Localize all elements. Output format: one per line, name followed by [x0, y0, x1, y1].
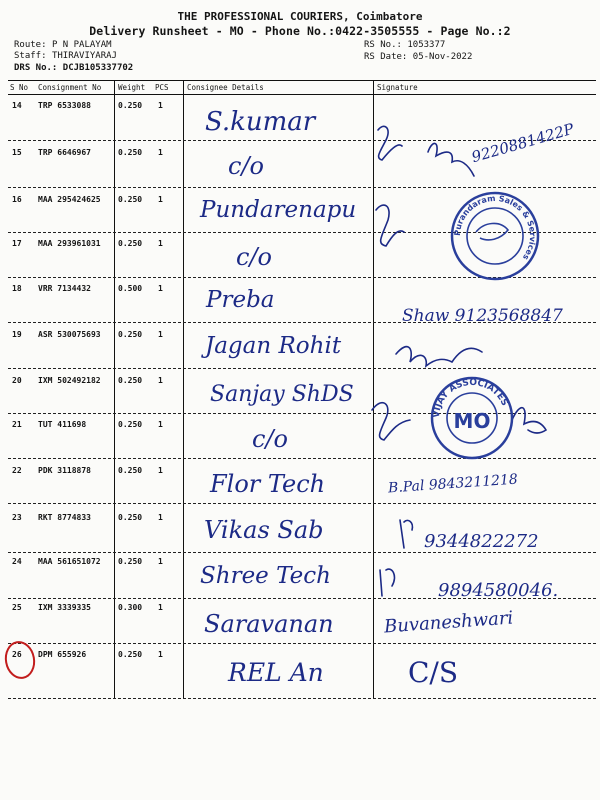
row-divider [8, 643, 596, 644]
weight-cell: 0.250 [118, 557, 143, 566]
consignment-cell: MAA 293961031 [38, 239, 101, 248]
consignment-cell: VRR 7134432 [38, 284, 91, 293]
drs-line [14, 63, 133, 73]
weight-cell: 0.250 [118, 650, 143, 659]
rs-no-value: 1053377 [407, 40, 446, 50]
handwriting-consignee: Shree Tech [200, 563, 331, 589]
handwriting-consignee: c/o [228, 152, 264, 180]
pcs-cell: 1 [158, 330, 163, 339]
weight-cell: 0.250 [118, 195, 143, 204]
sno-cell: 24 [12, 557, 22, 566]
sno-cell: 16 [12, 195, 22, 204]
row-divider [8, 552, 596, 553]
signature-scribbles [372, 126, 546, 596]
consignment-cell: ASR 530075693 [38, 330, 101, 339]
stamp-center-text: MO [453, 409, 491, 433]
col-divider-weight [114, 81, 115, 699]
handwriting-consignee: Pundarenapu [200, 197, 357, 223]
stamp-vijay-associates [432, 378, 512, 458]
row-divider [8, 232, 596, 233]
consignment-cell: RKT 8774833 [38, 513, 91, 522]
col-divider-consignee [183, 81, 184, 699]
red-circle-mark [3, 640, 37, 680]
stamp-ring-text: Purandaram Sales & Services [452, 193, 538, 262]
consignment-cell: TUT 411698 [38, 420, 87, 429]
handwriting-consignee: Jagan Rohit [205, 333, 342, 359]
sno-cell: 23 [12, 513, 22, 522]
handwriting-signature: 9894580046. [438, 580, 559, 601]
sno-cell: 14 [12, 101, 22, 110]
rs-no-label: RS No.: [364, 40, 402, 50]
col-header-weight: Weight [118, 83, 146, 92]
signature-scribble [428, 143, 474, 176]
sno-cell: 17 [12, 239, 22, 248]
drs-label: DRS No.: [14, 63, 58, 73]
rs-no-line [364, 40, 445, 50]
signature-scribble [512, 408, 546, 433]
row-divider [8, 698, 596, 699]
handwriting-signature: B.Pal 9843211218 [387, 471, 519, 497]
signature-scribble [400, 520, 412, 548]
weight-cell: 0.250 [118, 513, 143, 522]
col-divider-signature [373, 81, 374, 699]
handwriting-consignee: c/o [252, 425, 288, 453]
company-title: THE PROFESSIONAL COURIERS, Coimbatore [177, 10, 423, 23]
weight-cell: 0.250 [118, 466, 143, 475]
col-header-consignment: Consignment No [38, 83, 102, 92]
stamp-purandaram [452, 193, 538, 279]
sno-cell: 22 [12, 466, 22, 475]
col-header-pcs: PCS [155, 83, 169, 92]
handwriting-consignee: Sanjay ShDS [210, 382, 354, 407]
weight-cell: 0.300 [118, 603, 143, 612]
consignment-cell: TRP 6646967 [38, 148, 91, 157]
col-header-sno: S No [10, 83, 29, 92]
pcs-cell: 1 [158, 466, 163, 475]
rs-date-value: 05-Nov-2022 [412, 52, 473, 62]
handwriting-consignee: Saravanan [204, 610, 334, 638]
route-line [14, 40, 112, 50]
handwriting-consignee: Vikas Sab [204, 516, 324, 544]
row-divider [8, 458, 596, 459]
sno-cell: 20 [12, 376, 22, 385]
table-top-rule [8, 80, 596, 81]
pcs-cell: 1 [158, 284, 163, 293]
rs-date-label: RS Date: [364, 52, 408, 62]
pcs-cell: 1 [158, 195, 163, 204]
handwriting-consignee: c/o [236, 243, 272, 271]
handwriting-signature: Buvaneshwari [383, 607, 514, 638]
stamp-ring-text: VIJAY ASSOCIATES [431, 377, 510, 419]
row-divider [8, 187, 596, 188]
staff-line [14, 51, 117, 61]
pcs-cell: 1 [158, 650, 163, 659]
row-divider [8, 503, 596, 504]
sno-cell: 18 [12, 284, 22, 293]
row-divider [8, 413, 596, 414]
stamp-inner-ring [467, 208, 523, 264]
handwriting-signature: 9344822272 [424, 531, 539, 552]
sno-cell: 25 [12, 603, 22, 612]
pcs-cell: 1 [158, 513, 163, 522]
row-divider [8, 277, 596, 278]
sno-cell: 19 [12, 330, 22, 339]
pcs-cell: 1 [158, 239, 163, 248]
handwriting-consignee: REL An [228, 658, 324, 687]
header-bottom-rule [8, 94, 596, 95]
handwriting-signature: Shaw 9123568847 [402, 306, 563, 326]
signature-scribble [378, 126, 402, 160]
runsheet-title: Delivery Runsheet - MO - Phone No.:0422-3505555 - Page No.:2 [89, 24, 511, 38]
weight-cell: 0.250 [118, 330, 143, 339]
handwriting-consignee: Flor Tech [210, 470, 326, 498]
handwriting-signature: C/S [408, 656, 459, 689]
signature-scribble [380, 569, 394, 596]
signature-scribble [376, 205, 404, 246]
col-header-signature: Signature [377, 83, 418, 92]
consignment-cell: MAA 561651072 [38, 557, 101, 566]
sno-cell: 26 [12, 650, 22, 659]
consignment-cell: DPM 655926 [38, 650, 87, 659]
staff-label: Staff: [14, 51, 47, 61]
weight-cell: 0.250 [118, 239, 143, 248]
weight-cell: 0.250 [118, 148, 143, 157]
weight-cell: 0.250 [118, 101, 143, 110]
stamp-inner-ring [447, 393, 497, 443]
pcs-cell: 1 [158, 603, 163, 612]
rs-date-line [364, 52, 472, 62]
consignment-cell: TRP 6533088 [38, 101, 91, 110]
route-label: Route: [14, 40, 47, 50]
col-header-consignee: Consignee Details [187, 83, 264, 92]
staff-value: THIRAVIYARAJ [51, 51, 117, 61]
consignment-cell: MAA 295424625 [38, 195, 101, 204]
stamp-outer-ring [452, 193, 538, 279]
pcs-cell: 1 [158, 557, 163, 566]
stamp-outer-ring [432, 378, 512, 458]
pcs-cell: 1 [158, 101, 163, 110]
pcs-cell: 1 [158, 376, 163, 385]
consignment-cell: PDK 3118878 [38, 466, 91, 475]
signature-scribble [396, 347, 482, 366]
handwriting-consignee: S.kumar [205, 107, 316, 137]
row-divider [8, 368, 596, 369]
route-value: P N PALAYAM [51, 40, 112, 50]
consignment-cell: IXM 3339335 [38, 603, 91, 612]
sno-cell: 21 [12, 420, 22, 429]
handwriting-signature: 9220881422P [469, 119, 576, 167]
drs-value: DCJB105337702 [62, 63, 134, 73]
weight-cell: 0.250 [118, 420, 143, 429]
pcs-cell: 1 [158, 420, 163, 429]
sno-cell: 15 [12, 148, 22, 157]
weight-cell: 0.500 [118, 284, 143, 293]
consignment-cell: IXM 502492182 [38, 376, 101, 385]
weight-cell: 0.250 [118, 376, 143, 385]
pcs-cell: 1 [158, 148, 163, 157]
handwriting-consignee: Preba [206, 287, 275, 313]
signature-scribble [372, 403, 410, 440]
